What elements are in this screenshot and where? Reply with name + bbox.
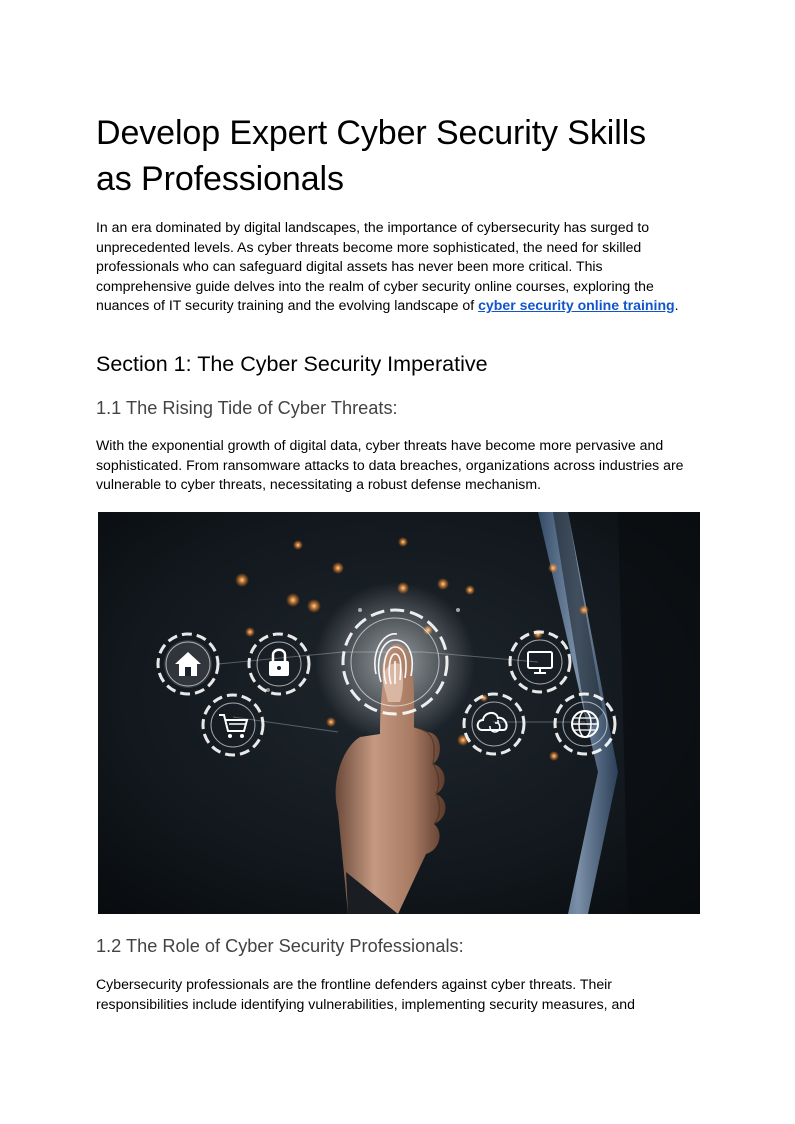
section-1-heading: Section 1: The Cyber Security Imperative	[96, 352, 488, 376]
intro-text: In an era dominated by digital landscapes, the importance of cybersecurity has surged to unprecedented levels. As cyber threats become more sophisticated, the need for skilled professionals who can safeguard digital assets has never been more critical. This comprehensive guide delves into the realm of cyber security online courses, exploring the nuances of IT security training and the evolving landscape of	[96, 219, 654, 314]
intro-paragraph	[96, 218, 700, 316]
intro-end: .	[674, 297, 679, 314]
subsection-1-1-paragraph: With the exponential growth of digital data, cyber threats have become more pervasive and sophisticated. From ransomware attacks to data breaches, organizations across industries are vulnerable to cyber threats, necessitating a robust defense mechanism.	[96, 437, 684, 493]
cyber-security-image	[98, 512, 700, 914]
page-title	[96, 110, 700, 202]
title-line-2: as Professionals	[96, 160, 344, 198]
cyber-security-online-training-link[interactable]: cyber security online training	[478, 297, 675, 314]
subsection-1-2-heading: 1.2 The Role of Cyber Security Professionals:	[96, 936, 464, 956]
subsection-1-2-paragraph: Cybersecurity professionals are the frontline defenders against cyber threats. Their responsibilities include identifying vulnerabilities, implementing security measures, and	[96, 976, 635, 1012]
subsection-1-1-heading: 1.1 The Rising Tide of Cyber Threats:	[96, 398, 398, 418]
title-line-1: Develop Expert Cyber Security Skills	[96, 114, 647, 152]
